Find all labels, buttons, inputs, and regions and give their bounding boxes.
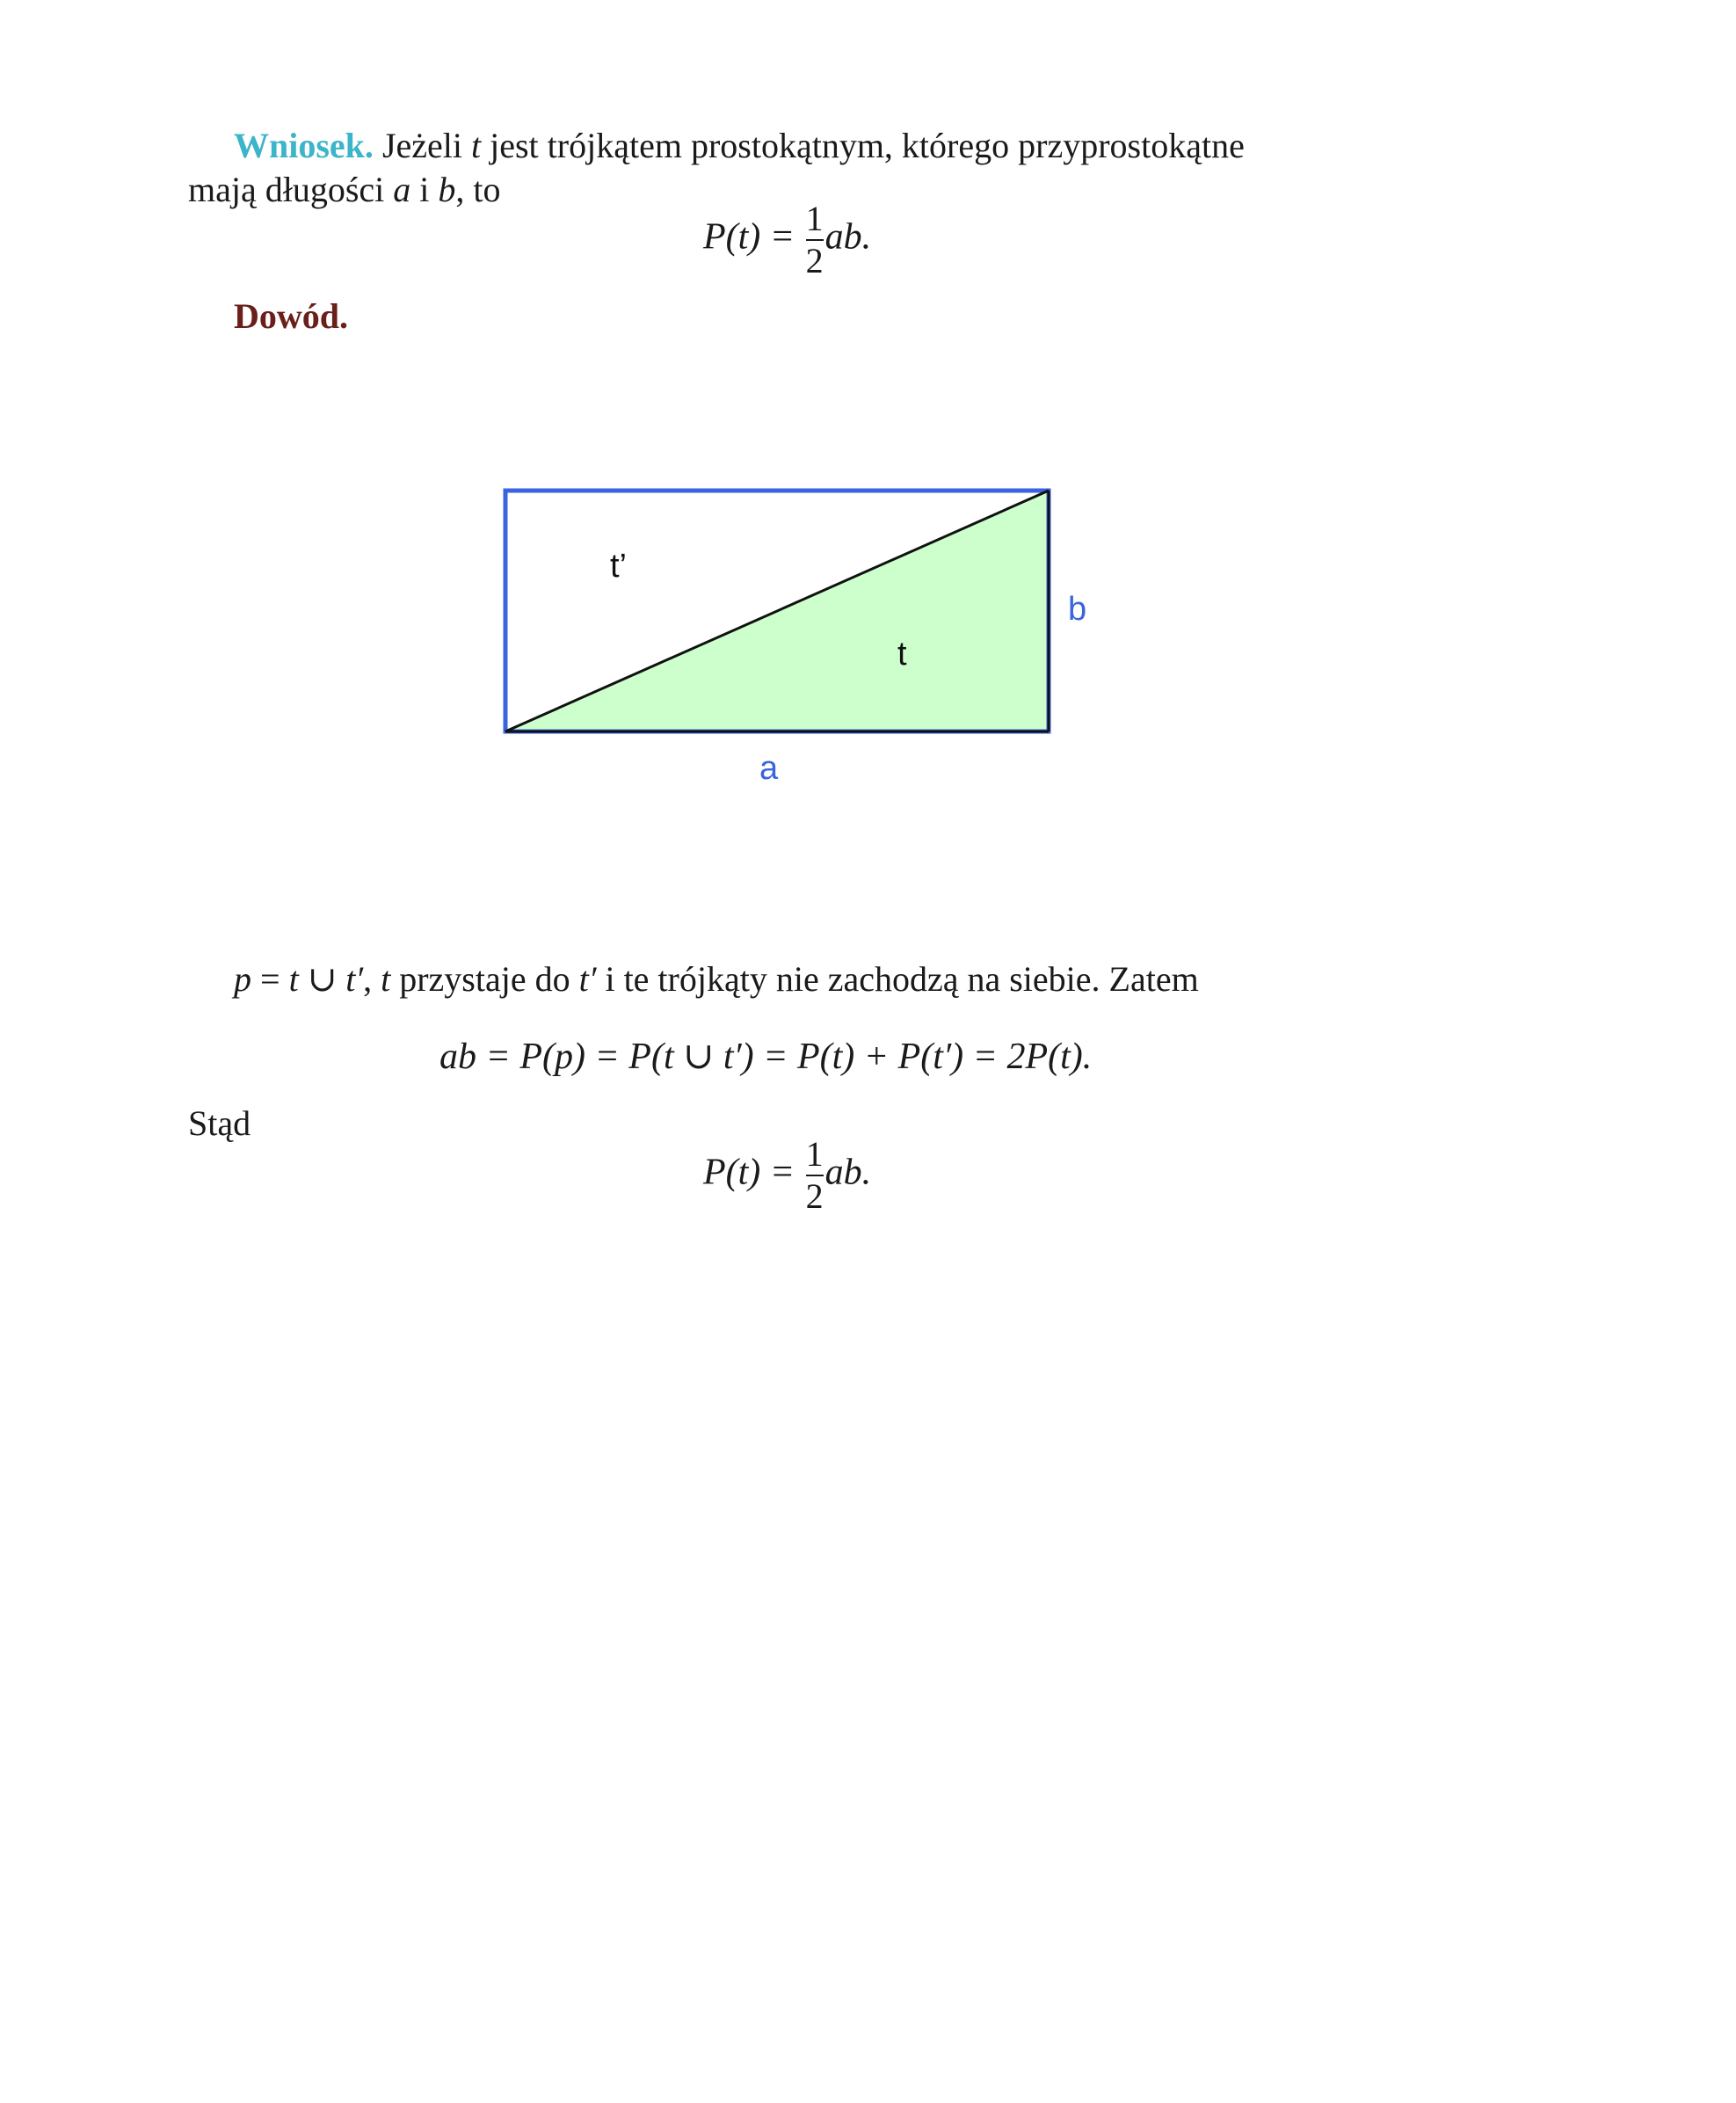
corollary-text-to: , to — [455, 170, 501, 209]
corollary-line-1 — [234, 128, 1245, 164]
formula-1-lhs: P(t) = — [703, 216, 795, 258]
corollary-text-b: jest trójkątem prostokątnym, którego przyprostokątne — [490, 126, 1245, 165]
text2-t1: t — [288, 959, 299, 999]
label-a: a — [759, 750, 779, 787]
text2-comma: , — [363, 959, 381, 999]
text2-cup: ∪ — [298, 959, 346, 999]
corollary-title: Wniosek. — [234, 126, 374, 165]
text2-tp1: t′ — [345, 959, 364, 999]
corollary-text-i: i — [419, 170, 430, 209]
formula-1-numerator: 1 — [805, 199, 824, 238]
label-b: b — [1068, 591, 1087, 628]
formula-1-fraction — [806, 200, 824, 280]
corollary-var-b: b — [438, 170, 456, 209]
corollary-var-a: a — [393, 170, 411, 209]
label-t: t — [897, 636, 907, 673]
formula-1-rhs: ab. — [824, 216, 872, 258]
equation-2: ab = P(p) = P(t ∪ t′) = P(t) + P(t′) = 2P(t). — [439, 1037, 1093, 1077]
text2-p: p — [234, 959, 251, 999]
formula-2-denominator: 2 — [805, 1176, 824, 1216]
proof-text-line — [234, 959, 1199, 999]
proof-figure — [475, 457, 1143, 809]
corollary-line-2 — [188, 172, 501, 207]
text2-rest: i te trójkąty nie zachodzą na siebie. Zatem — [596, 959, 1199, 999]
formula-2-rhs: ab. — [824, 1152, 872, 1193]
formula-2-numerator: 1 — [805, 1134, 824, 1174]
formula-2-lhs: P(t) = — [703, 1152, 795, 1193]
corollary-var-t: t — [471, 126, 482, 165]
formula-2-fraction — [806, 1136, 824, 1215]
corollary-text-c: mają długości — [188, 170, 385, 209]
formula-1-denominator: 2 — [805, 241, 824, 280]
text2-t2: t — [381, 959, 391, 999]
label-t-prime: t’ — [610, 548, 627, 585]
stad-label: Stąd — [188, 1103, 251, 1143]
proof-title: Dowód. — [234, 296, 349, 336]
formula-1 — [703, 200, 871, 280]
corollary-text-a: Jeżeli — [381, 126, 462, 165]
text2-tp2: t′ — [578, 959, 597, 999]
text2-eq: = — [251, 959, 289, 999]
formula-2 — [703, 1136, 871, 1215]
text2-przystaje: przystaje do — [390, 959, 579, 999]
